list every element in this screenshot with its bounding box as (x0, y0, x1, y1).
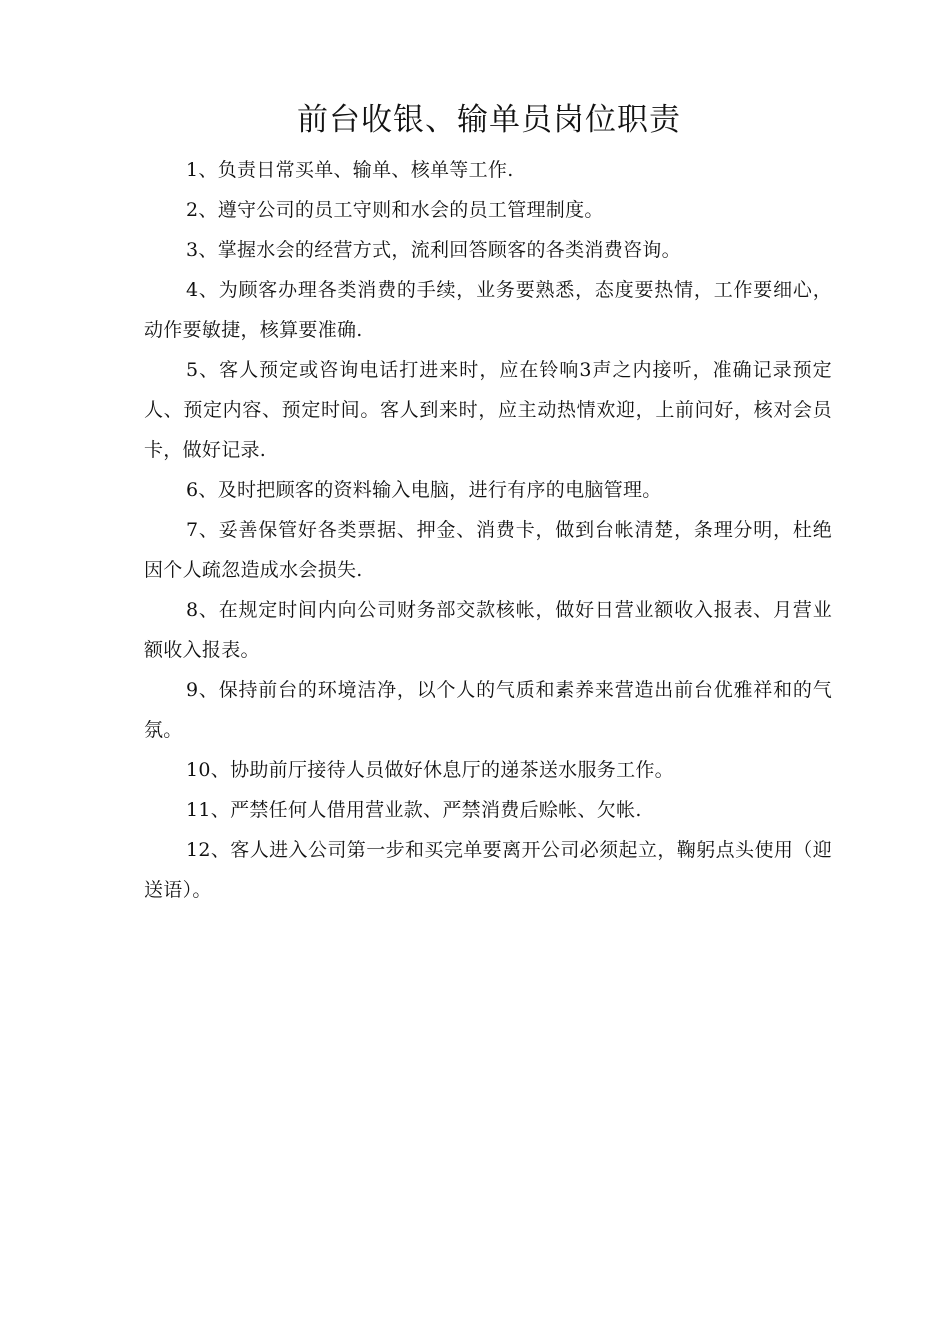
duty-item-2: 2、遵守公司的员工守则和水会的员工管理制度。 (186, 199, 604, 221)
duty-list (144, 150, 832, 910)
duty-item-12: 12、客人进入公司第一步和买完单要离开公司必须起立，鞠躬点头使用（迎送语）。 (144, 839, 832, 901)
duty-item-8: 8、在规定时间内向公司财务部交款核帐，做好日营业额收入报表、月营业额收入报表。 (144, 599, 832, 661)
duty-item-9: 9、保持前台的环境洁净，以个人的气质和素养来营造出前台优雅祥和的气氛。 (144, 679, 832, 741)
duty-item-10: 10、协助前厅接待人员做好休息厅的递茶送水服务工作。 (186, 759, 674, 781)
page-title: 前台收银、输单员岗位职责 (297, 102, 681, 138)
duty-item-7: 7、妥善保管好各类票据、押金、消费卡，做到台帐清楚，条理分明，杜绝因个人疏忽造成水会损失. (144, 519, 832, 581)
duty-item-1: 1、负责日常买单、输单、核单等工作. (186, 159, 514, 181)
duty-item-6: 6、及时把顾客的资料输入电脑，进行有序的电脑管理。 (186, 479, 662, 501)
duty-item-11: 11、严禁任何人借用营业款、严禁消费后赊帐、欠帐. (186, 799, 642, 821)
duty-item-4: 4、为顾客办理各类消费的手续，业务要熟悉，态度要热情，工作要细心，动作要敏捷，核算要准确. (144, 279, 832, 341)
duty-item-3: 3、掌握水会的经营方式，流利回答顾客的各类消费咨询。 (186, 239, 681, 261)
duty-item-5: 5、客人预定或咨询电话打进来时，应在铃响3声之内接听，准确记录预定人、预定内容、预定时间。客人到来时，应主动热情欢迎，上前问好，核对会员卡，做好记录. (144, 359, 832, 461)
